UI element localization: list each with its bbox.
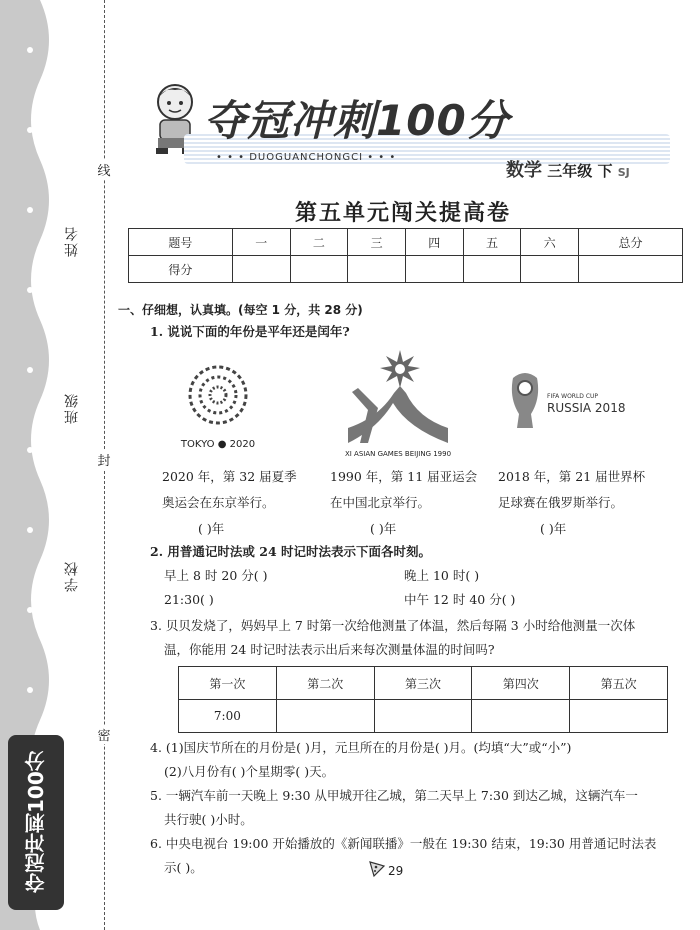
q1-item-1-line1: 2020 年，第 32 届夏季 bbox=[162, 469, 297, 484]
q1-item-3-line1: 2018 年，第 21 届世界杯 bbox=[498, 469, 646, 484]
temperature-header-cell: 第三次 bbox=[374, 667, 472, 700]
question-4-line1: 4. (1)国庆节所在的月份是( )月，元旦所在的月份是( )月。(均填“大”或“小”) bbox=[150, 740, 572, 755]
score-header-cell: 题号 bbox=[129, 229, 233, 256]
brand-pinyin: • • • DUOGUANCHONGCI • • • bbox=[216, 152, 397, 163]
q1-item-2-blank[interactable]: ( )年 bbox=[370, 521, 397, 536]
temperature-header-cell: 第二次 bbox=[276, 667, 374, 700]
question-4-line2: (2)八月份有( )个星期零( )天。 bbox=[164, 764, 335, 779]
score-cell[interactable] bbox=[405, 256, 463, 283]
score-cell[interactable] bbox=[521, 256, 579, 283]
seal-char-line: 线 bbox=[95, 160, 113, 179]
score-cell[interactable] bbox=[348, 256, 406, 283]
score-header-cell: 一 bbox=[232, 229, 290, 256]
score-cell[interactable] bbox=[579, 256, 683, 283]
seal-char-seal: 封 bbox=[95, 450, 113, 469]
q1-item-1-blank[interactable]: ( )年 bbox=[198, 521, 225, 536]
temperature-value-cell[interactable] bbox=[276, 700, 374, 733]
temperature-header-row bbox=[179, 667, 668, 700]
question-5-line2: 共行驶( )小时。 bbox=[164, 812, 253, 827]
edition: SJ bbox=[617, 166, 630, 179]
score-header-cell: 四 bbox=[405, 229, 463, 256]
pizza-slice-icon bbox=[368, 860, 386, 878]
brand-title: 夺冠冲刺100分 bbox=[204, 96, 510, 145]
q2-item-2[interactable]: 晚上 10 时( ) bbox=[404, 568, 480, 583]
side-brand-logo: 夺冠冲刺100分 bbox=[8, 735, 64, 910]
svg-text:FIFA WORLD CUP: FIFA WORLD CUP bbox=[547, 393, 599, 400]
school-label: 学校 bbox=[64, 560, 80, 592]
binding-margin bbox=[0, 0, 112, 930]
tokyo-2020-logo-icon bbox=[168, 355, 268, 455]
question-2-text: 2. 用普通记时法或 24 时记时法表示下面各时刻。 bbox=[150, 544, 432, 559]
question-3-line1: 3. 贝贝发烧了，妈妈早上 7 时第一次给他测量了体温，然后每隔 3 小时给他测量一次体 bbox=[150, 618, 636, 633]
question-3-line2: 温，你能用 24 时记时法表示出后来每次测量体温的时间吗? bbox=[164, 642, 495, 657]
score-header-cell: 五 bbox=[463, 229, 521, 256]
temperature-value-cell[interactable] bbox=[472, 700, 570, 733]
score-table-score-row bbox=[129, 256, 683, 283]
name-label: 姓名 bbox=[64, 225, 80, 257]
fifa-world-cup-2018-logo-icon bbox=[503, 368, 633, 438]
seal-char-secret: 密 bbox=[95, 725, 113, 744]
q1-item-1-line2: 奥运会在东京举行。 bbox=[162, 495, 275, 510]
temperature-header-cell: 第一次 bbox=[179, 667, 277, 700]
q1-item-3 bbox=[498, 464, 645, 542]
score-table-header-row bbox=[129, 229, 683, 256]
exam-title: 第五单元闯关提高卷 bbox=[294, 200, 511, 226]
class-label: 班级 bbox=[64, 392, 80, 424]
temperature-header-cell: 第五次 bbox=[570, 667, 668, 700]
term: 下 bbox=[597, 162, 613, 180]
q1-item-2-line1: 1990 年，第 11 届亚运会 bbox=[330, 469, 478, 484]
q1-item-2 bbox=[330, 464, 477, 542]
q1-item-3-line2: 足球赛在俄罗斯举行。 bbox=[498, 495, 624, 510]
q2-item-1[interactable]: 早上 8 时 20 分( ) bbox=[164, 568, 268, 583]
score-cell[interactable] bbox=[290, 256, 348, 283]
question-6-line2: 示( )。 bbox=[164, 860, 203, 875]
subject-name: 数学 bbox=[506, 160, 542, 181]
temperature-value-cell: 7:00 bbox=[179, 700, 277, 733]
temperature-value-cell[interactable] bbox=[570, 700, 668, 733]
header-banner bbox=[118, 70, 678, 190]
score-header-cell: 六 bbox=[521, 229, 579, 256]
question-5-line1: 5. 一辆汽车前一天晚上 9:30 从甲城开往乙城，第二天早上 7:30 到达乙城，这辆汽车一 bbox=[150, 788, 638, 803]
temperature-header-cell: 第四次 bbox=[472, 667, 570, 700]
q1-item-3-blank[interactable]: ( )年 bbox=[540, 521, 567, 536]
score-row-label: 得分 bbox=[129, 256, 233, 283]
score-table bbox=[128, 228, 683, 283]
page-number: 29 bbox=[388, 864, 404, 878]
question-1: 1. 说说下面的年份是平年还是闰年? bbox=[150, 324, 350, 339]
q1-item-1 bbox=[162, 464, 297, 542]
section-heading: 一、仔细想，认真填。(每空 1 分，共 28 分) bbox=[118, 303, 363, 317]
score-cell[interactable] bbox=[463, 256, 521, 283]
q2-item-4[interactable]: 中午 12 时 40 分( ) bbox=[404, 592, 516, 607]
temperature-value-row bbox=[179, 700, 668, 733]
score-cell[interactable] bbox=[232, 256, 290, 283]
temperature-value-cell[interactable] bbox=[374, 700, 472, 733]
grade: 三年级 bbox=[547, 162, 593, 180]
score-header-cell: 二 bbox=[290, 229, 348, 256]
question-6-line1: 6. 中央电视台 19:00 开始播放的《新闻联播》一般在 19:30 结束，19:30 用普通记时法表 bbox=[150, 836, 657, 851]
svg-text:RUSSIA 2018: RUSSIA 2018 bbox=[547, 401, 626, 415]
q1-item-2-line2: 在中国北京举行。 bbox=[330, 495, 431, 510]
q2-item-3[interactable]: 21:30( ) bbox=[164, 592, 214, 607]
score-header-cell: 总分 bbox=[579, 229, 683, 256]
svg-text:TOKYO ● 2020: TOKYO ● 2020 bbox=[180, 439, 256, 450]
temperature-table bbox=[178, 666, 668, 733]
subject-info bbox=[506, 156, 630, 182]
question-2 bbox=[150, 539, 431, 565]
score-header-cell: 三 bbox=[348, 229, 406, 256]
asian-games-1990-logo-icon bbox=[338, 348, 458, 460]
svg-text:XI ASIAN GAMES BEIJING 1990: XI ASIAN GAMES BEIJING 1990 bbox=[344, 450, 452, 458]
